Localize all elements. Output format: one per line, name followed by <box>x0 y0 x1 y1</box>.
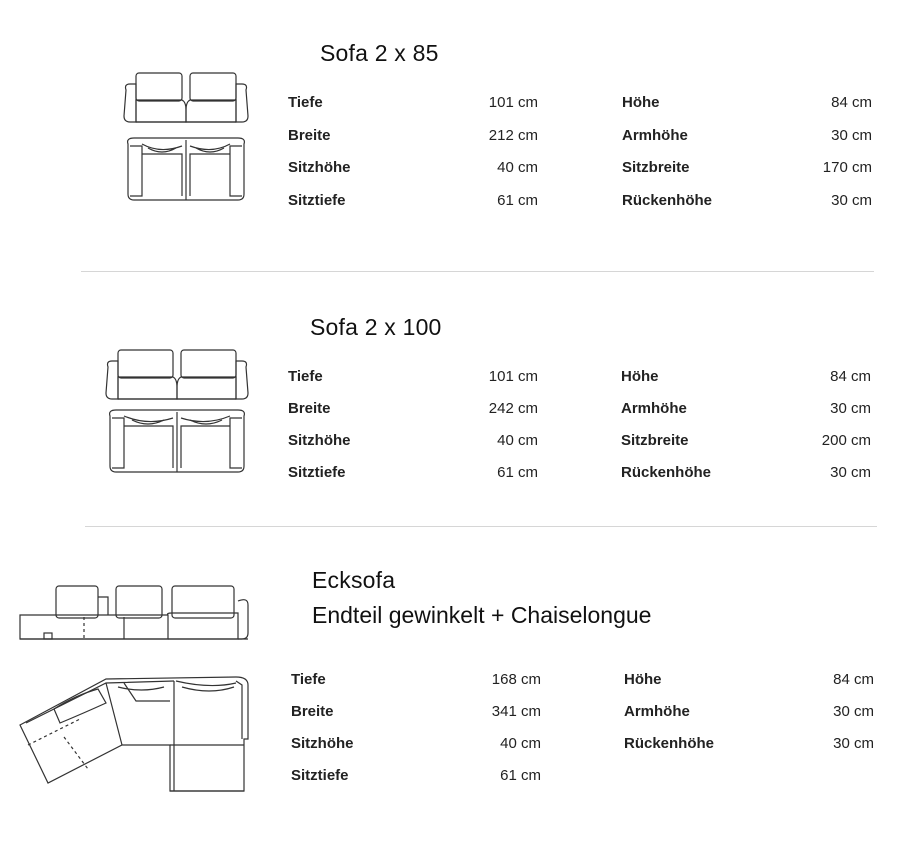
spec-label: Sitzhöhe <box>288 159 351 176</box>
spec-label: Sitztiefe <box>288 464 346 481</box>
sofa-front-view-icon <box>102 347 252 405</box>
spec-row <box>288 432 538 452</box>
spec-label: Sitzhöhe <box>288 432 351 449</box>
spec-label: Sitzbreite <box>622 159 690 176</box>
sofa-top-view-icon <box>102 406 252 476</box>
spec-value: 168 cm <box>491 671 541 688</box>
spec-row <box>288 159 538 179</box>
spec-value: 61 cm <box>500 767 541 784</box>
section-ecksofa <box>0 527 907 842</box>
spec-value: 200 cm <box>821 432 871 449</box>
spec-label: Rückenhöhe <box>621 464 712 481</box>
spec-row <box>621 400 871 420</box>
spec-label: Höhe <box>621 368 659 385</box>
section-title: Ecksofa <box>312 567 396 593</box>
spec-row <box>624 735 874 755</box>
spec-value: 40 cm <box>497 159 538 176</box>
spec-label: Breite <box>288 127 331 144</box>
sofa-top-view-icon <box>120 134 252 204</box>
spec-row <box>621 464 871 484</box>
spec-label: Rückenhöhe <box>622 192 713 209</box>
section-sofa-2x100 <box>0 272 907 526</box>
spec-value: 61 cm <box>497 192 538 209</box>
specs-left <box>291 671 541 801</box>
specs-left <box>288 368 538 498</box>
spec-label: Tiefe <box>288 368 323 385</box>
spec-row <box>624 703 874 723</box>
spec-value: 242 cm <box>488 400 538 417</box>
spec-row <box>291 703 541 723</box>
spec-value: 30 cm <box>833 703 874 720</box>
spec-row <box>622 159 872 179</box>
specs-left <box>288 94 538 224</box>
spec-value: 84 cm <box>833 671 874 688</box>
spec-row <box>288 464 538 484</box>
spec-label: Tiefe <box>288 94 323 111</box>
spec-label: Breite <box>291 703 334 720</box>
spec-row <box>288 94 538 114</box>
spec-value: 30 cm <box>830 400 871 417</box>
spec-label: Sitztiefe <box>288 192 346 209</box>
spec-label: Armhöhe <box>622 127 688 144</box>
spec-value: 61 cm <box>497 464 538 481</box>
spec-value: 30 cm <box>831 127 872 144</box>
spec-row <box>288 368 538 388</box>
spec-row <box>288 192 538 212</box>
spec-label: Sitztiefe <box>291 767 349 784</box>
spec-row <box>621 432 871 452</box>
spec-row <box>622 94 872 114</box>
spec-row <box>622 127 872 147</box>
corner-sofa-top-view-icon <box>14 673 252 797</box>
spec-row <box>291 671 541 691</box>
sofa-front-view-icon <box>120 70 252 128</box>
spec-value: 30 cm <box>831 192 872 209</box>
section-title: Sofa 2 x 100 <box>310 314 442 340</box>
spec-row <box>291 735 541 755</box>
spec-value: 212 cm <box>488 127 538 144</box>
spec-value: 30 cm <box>830 464 871 481</box>
section-sofa-2x85 <box>0 0 907 272</box>
spec-value: 101 cm <box>488 94 538 111</box>
spec-value: 341 cm <box>491 703 541 720</box>
spec-value: 40 cm <box>497 432 538 449</box>
spec-row <box>291 767 541 787</box>
section-subtitle: Endteil gewinkelt + Chaiselongue <box>312 602 652 628</box>
spec-label: Armhöhe <box>621 400 687 417</box>
spec-label: Höhe <box>624 671 662 688</box>
spec-label: Armhöhe <box>624 703 690 720</box>
spec-value: 84 cm <box>830 368 871 385</box>
spec-value: 40 cm <box>500 735 541 752</box>
spec-row <box>288 127 538 147</box>
spec-value: 30 cm <box>833 735 874 752</box>
specs-right <box>621 368 871 498</box>
spec-label: Höhe <box>622 94 660 111</box>
specs-right <box>622 94 872 224</box>
spec-label: Sitzhöhe <box>291 735 354 752</box>
specs-right <box>624 671 874 771</box>
spec-label: Tiefe <box>291 671 326 688</box>
spec-label: Sitzbreite <box>621 432 689 449</box>
spec-label: Breite <box>288 400 331 417</box>
spec-value: 101 cm <box>488 368 538 385</box>
spec-row <box>624 671 874 691</box>
spec-row <box>288 400 538 420</box>
spec-row <box>622 192 872 212</box>
spec-label: Rückenhöhe <box>624 735 715 752</box>
corner-sofa-front-view-icon <box>16 583 252 645</box>
spec-value: 84 cm <box>831 94 872 111</box>
spec-row <box>621 368 871 388</box>
spec-value: 170 cm <box>822 159 872 176</box>
section-title: Sofa 2 x 85 <box>320 40 439 66</box>
